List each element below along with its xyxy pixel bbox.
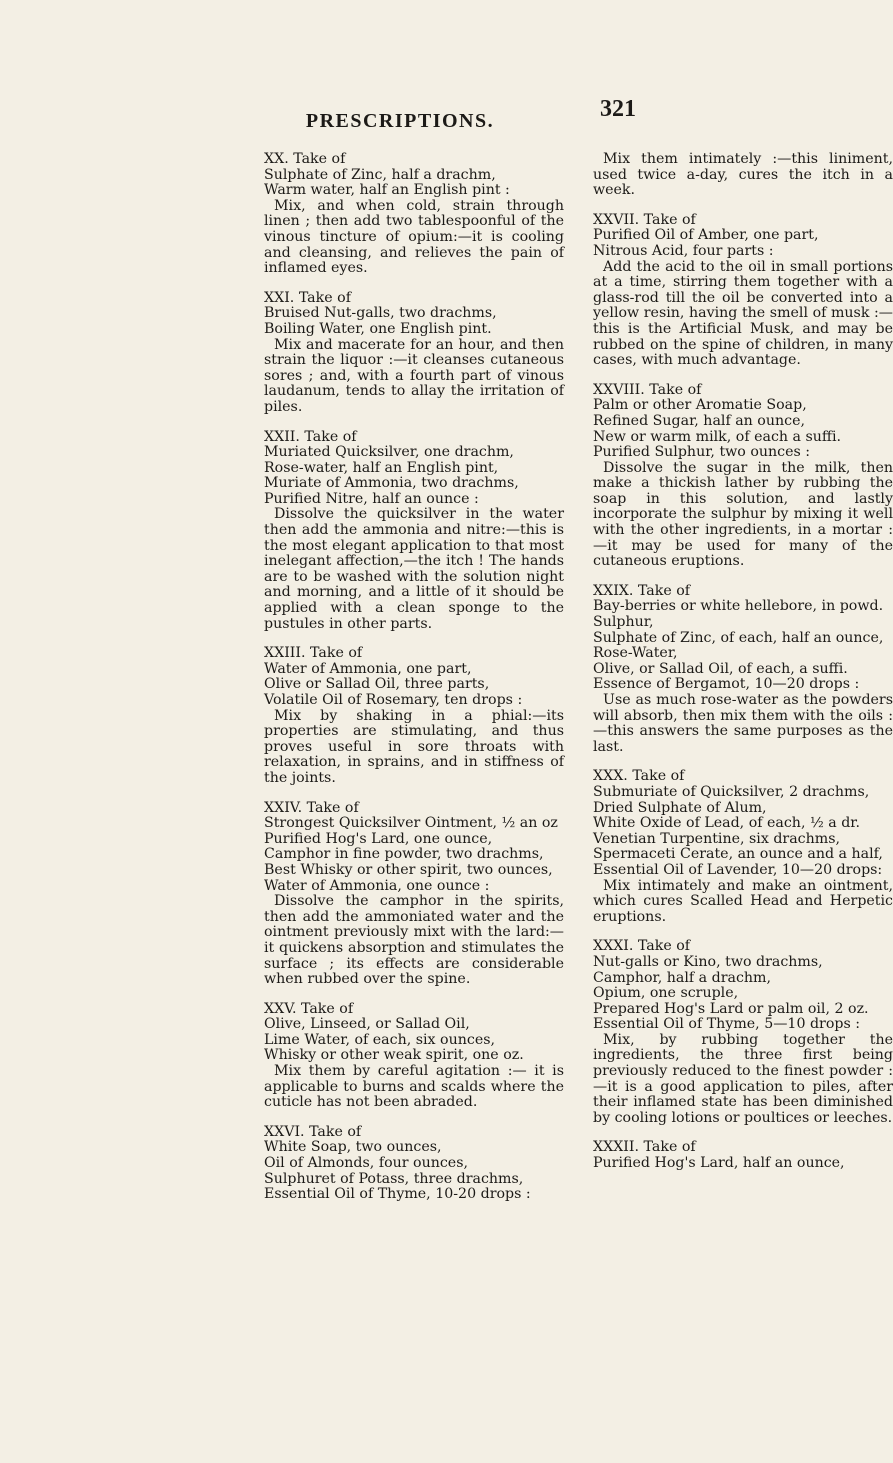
- directions-text: Mix them intimately :—this liniment, used twice a-day, cures the itch in a week.: [593, 151, 893, 199]
- ingredient-line: Rose-Water,: [593, 645, 678, 662]
- ingredient-line: Nut-galls or Kino, two drachms,: [593, 953, 823, 970]
- prescription-block: [593, 1140, 893, 1171]
- ingredient-line: Strongest Quicksilver Ointment, ½ an oz: [264, 815, 558, 832]
- ingredient-line: Sulphate of Zinc, of each, half an ounce,: [593, 629, 884, 646]
- page-title: PRESCRIPTIONS.: [305, 110, 495, 132]
- ingredient-line: Olive, Linseed, or Sallad Oil,: [264, 1016, 470, 1033]
- prescription-block: [593, 939, 893, 1126]
- ingredient-line: Sulphur,: [593, 614, 654, 631]
- ingredient-line: Essential Oil of Thyme, 10-20 drops :: [264, 1186, 531, 1203]
- page-number: 321: [600, 96, 636, 122]
- ingredient-line: Boiling Water, one English pint.: [264, 320, 492, 337]
- ingredient-line: Purified Hog's Lard, half an ounce,: [593, 1155, 845, 1172]
- prescription-heading: XXVI. Take of: [264, 1123, 362, 1140]
- prescription-heading: XXV. Take of: [264, 1000, 354, 1017]
- ingredient-line: Purified Oil of Amber, one part,: [593, 227, 819, 244]
- prescription-heading: XXXI. Take of: [593, 938, 691, 955]
- ingredient-line: Olive or Sallad Oil, three parts,: [264, 676, 490, 693]
- ingredient-line: Essential Oil of Lavender, 10—20 drops:: [593, 861, 883, 878]
- prescription-heading: XXXII. Take of: [593, 1139, 696, 1156]
- ingredient-line: Purified Hog's Lard, one ounce,: [264, 830, 493, 847]
- ingredient-line: Essential Oil of Thyme, 5—10 drops :: [593, 1016, 861, 1033]
- ingredient-line: Olive, or Sallad Oil, of each, a suffi.: [593, 660, 848, 677]
- prescription-heading: XXIX. Take of: [593, 582, 691, 599]
- directions-text: Dissolve the quicksilver in the water then add the ammonia and nitre:—this is the most elegant application to that most inelegant affection,—the itch ! The hands are to be washed with the solution night and morning, and a little of it should be applied with a clean sponge to the pustules in other parts.: [264, 506, 564, 632]
- ingredient-line: Essence of Bergamot, 10—20 drops :: [593, 676, 860, 693]
- prescription-heading: XXII. Take of: [264, 428, 357, 445]
- directions-text: Use as much rose-water as the powders will absorb, then mix them with the oils :—this answers the same purposes as the last.: [593, 692, 893, 755]
- ingredient-line: Whisky or other weak spirit, one oz.: [264, 1047, 524, 1064]
- directions-text: Mix by shaking in a phial:—its properties are stimulating, and thus proves useful in sore throats with relaxation, in sprains, and in stiffness of the joints.: [264, 707, 564, 786]
- prescription-block: [264, 1002, 564, 1111]
- ingredient-line: Palm or other Aromatie Soap,: [593, 397, 807, 414]
- prescription-block: [593, 383, 893, 570]
- right-column: [593, 152, 893, 1402]
- prescription-block: [593, 584, 893, 756]
- prescription-block: [264, 646, 564, 786]
- ingredient-line: Venetian Turpentine, six drachms,: [593, 830, 840, 847]
- prescription-heading: XX. Take of: [264, 151, 346, 167]
- ingredient-line: Bruised Nut-galls, two drachms,: [264, 305, 497, 322]
- ingredient-line: Lime Water, of each, six ounces,: [264, 1031, 496, 1048]
- prescription-block: [264, 291, 564, 416]
- ingredient-line: Volatile Oil of Rosemary, ten drops :: [264, 692, 523, 708]
- prescription-heading: XXIV. Take of: [264, 799, 359, 816]
- ingredient-line: Oil of Almonds, four ounces,: [264, 1155, 468, 1172]
- prescription-block: [593, 769, 893, 925]
- ingredient-line: Muriate of Ammonia, two drachms,: [264, 475, 519, 492]
- prescription-heading: XXVII. Take of: [593, 211, 696, 228]
- directions-text: Mix intimately and make an ointment, which cures Scalled Head and Herpetic eruptions.: [593, 877, 893, 925]
- ingredient-line: White Oxide of Lead, of each, ½ a dr.: [593, 815, 861, 832]
- ingredient-line: Sulphate of Zinc, half a drachm,: [264, 166, 496, 183]
- ingredient-line: Best Whisky or other spirit, two ounces,: [264, 861, 553, 878]
- prescription-block: [593, 152, 893, 199]
- ingredient-line: Spermaceti Cerate, an ounce and a half,: [593, 846, 883, 863]
- ingredient-line: Rose-water, half an English pint,: [264, 459, 499, 476]
- left-column: [264, 152, 564, 1402]
- ingredient-line: Water of Ammonia, one ounce :: [264, 877, 490, 894]
- ingredient-line: Sulphuret of Potass, three drachms,: [264, 1170, 524, 1187]
- ingredient-line: Dried Sulphate of Alum,: [593, 799, 767, 816]
- ingredient-line: Prepared Hog's Lard or palm oil, 2 oz.: [593, 1000, 869, 1017]
- ingredient-line: Purified Nitre, half an ounce :: [264, 490, 479, 507]
- ingredient-line: Water of Ammonia, one part,: [264, 660, 472, 677]
- prescription-heading: XXIII. Take of: [264, 645, 363, 662]
- prescription-heading: XXI. Take of: [264, 289, 351, 306]
- prescription-block: [593, 213, 893, 369]
- directions-text: Mix, and when cold, strain through linen ; then add two tablespoonful of the vinous tincture of opium:—it is cooling and cleansing, and relieves the pain of inflamed eyes.: [264, 197, 564, 277]
- directions-text: Add the acid to the oil in small portions at a time, stirring them together with a glass-rod till the oil be converted into a yellow resin, having the smell of musk :—this is the Artificial Musk, and may be rubbed on the spine of children, in many cases, with much advantage.: [593, 258, 893, 369]
- directions-text: Dissolve the sugar in the milk, then make a thickish lather by rubbing the soap in this solution, and lastly incorporate the sulphur by mixing it well with the other ingredients, in a mortar :—it may be used for many of the cutaneous eruptions.: [593, 459, 893, 570]
- ingredient-line: Muriated Quicksilver, one drachm,: [264, 444, 514, 461]
- prescription-block: [264, 1125, 564, 1203]
- directions-text: Dissolve the camphor in the spirits, then add the ammoniated water and the ointment previously mixt with the lard:—it quickens absorption and stimulates the surface ; its effects are considerable when rubbed over the spine.: [264, 893, 564, 988]
- ingredient-line: Opium, one scruple,: [593, 985, 739, 1002]
- ingredient-line: Camphor, half a drachm,: [593, 969, 772, 986]
- directions-text: Mix, by rubbing together the ingredients, the three first being previously reduced to the finest powder :—it is a good application to piles, after their inflamed state has been diminished by cooling lotions or poultices or leeches.: [593, 1031, 893, 1126]
- prescription-block: [264, 152, 564, 277]
- ingredient-line: Refined Sugar, half an ounce,: [593, 412, 805, 429]
- ingredient-line: Bay-berries or white hellebore, in powd.: [593, 598, 884, 615]
- ingredient-line: Submuriate of Quicksilver, 2 drachms,: [593, 783, 870, 800]
- ingredient-line: Warm water, half an English pint :: [264, 182, 510, 199]
- prescription-heading: XXX. Take of: [593, 768, 685, 785]
- running-head: [0, 96, 800, 138]
- prescription-block: [264, 801, 564, 988]
- prescription-heading: XXVIII. Take of: [593, 381, 702, 398]
- directions-text: Mix and macerate for an hour, and then strain the liquor :—it cleanses cutaneous sores ; and, with a fourth part of vinous laudanum, tends to allay the irritation of piles.: [264, 336, 564, 415]
- ingredient-line: New or warm milk, of each a suffi.: [593, 428, 842, 445]
- ingredient-line: Purified Sulphur, two ounces :: [593, 444, 811, 461]
- prescription-block: [264, 430, 564, 633]
- ingredient-line: Nitrous Acid, four parts :: [593, 242, 774, 259]
- ingredient-line: White Soap, two ounces,: [264, 1139, 442, 1156]
- directions-text: Mix them by careful agitation :— it is applicable to burns and scalds where the cuticle has not been abraded.: [264, 1063, 564, 1111]
- ingredient-line: Camphor in fine powder, two drachms,: [264, 846, 544, 863]
